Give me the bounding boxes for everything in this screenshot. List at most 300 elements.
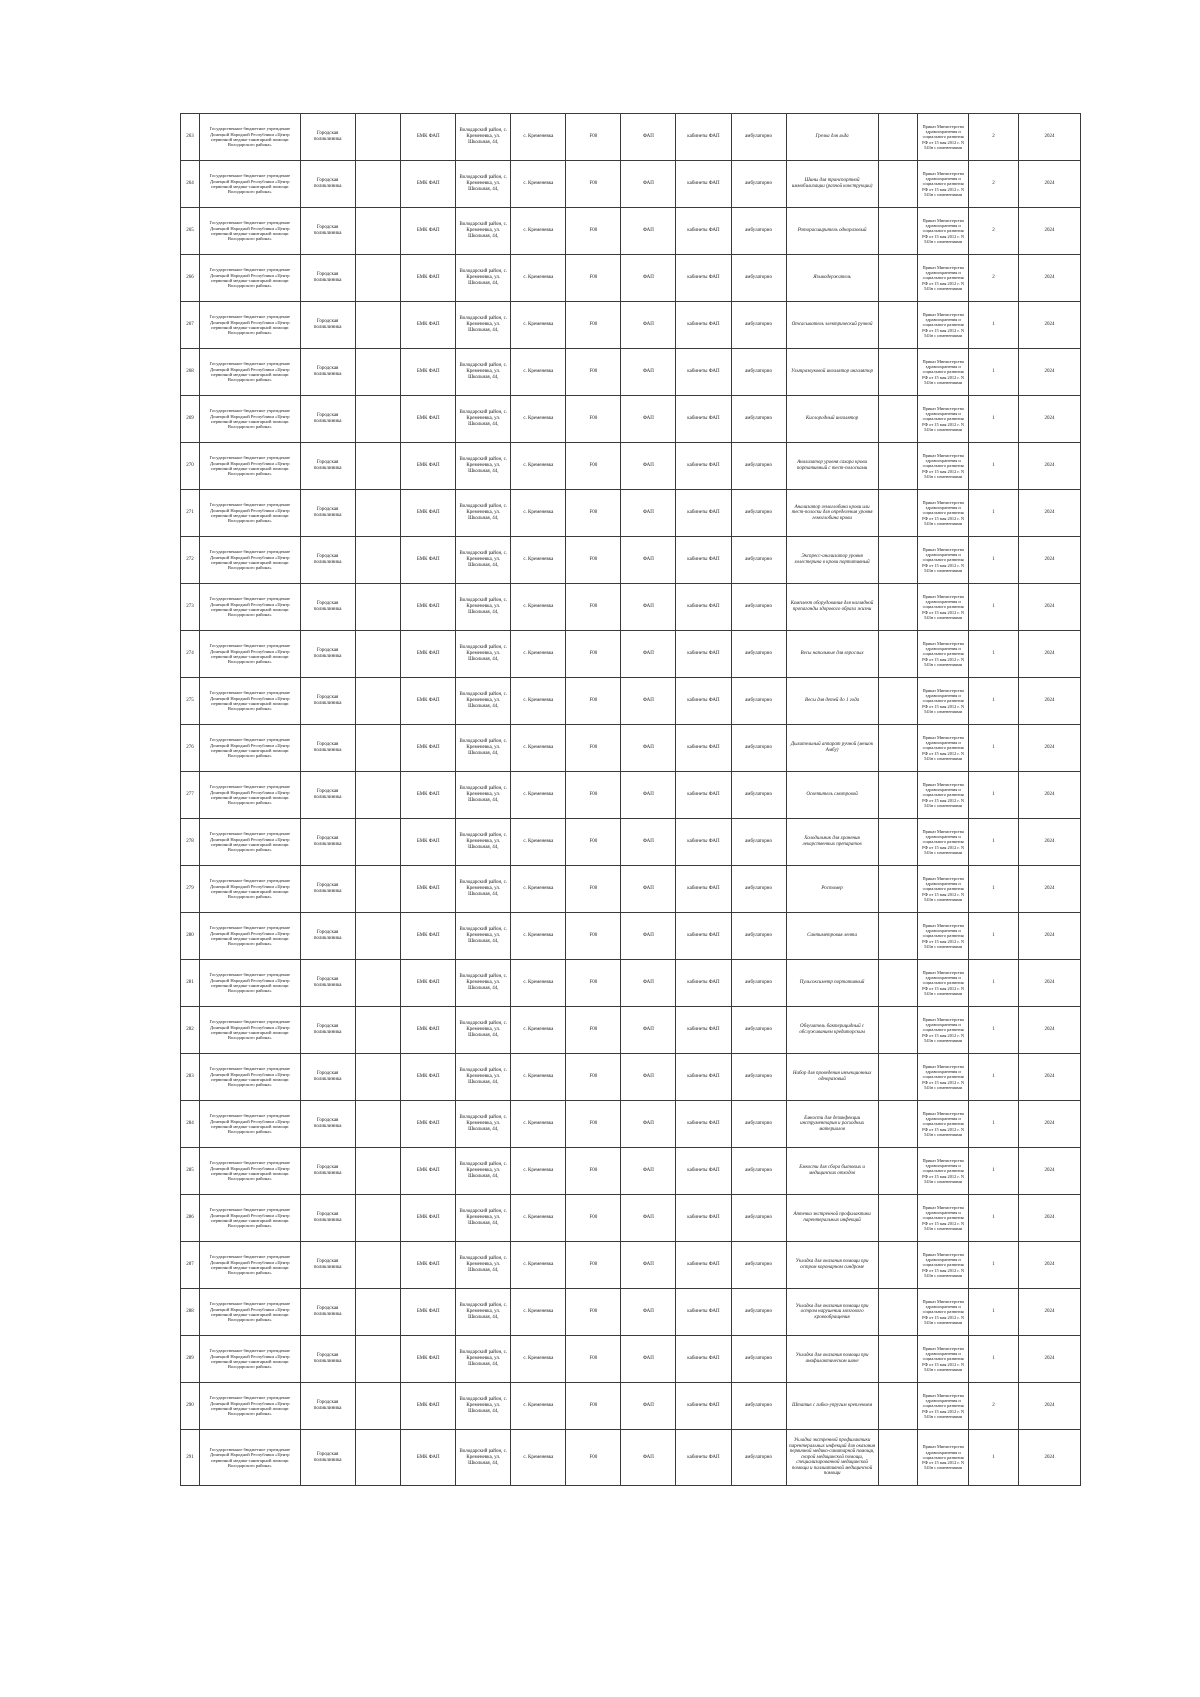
row-number-cell: 275 [181,678,200,725]
locality-cell: с. Кременевка [511,1195,566,1242]
table-row [181,490,1081,537]
row-number-cell: 287 [181,1242,200,1289]
room-cell: кабинеты ФАП [676,631,731,678]
institution-cell: Государственное бюджетное учреждение Донецкой Народной Республики «Центр первичной медико-санитарной помощи Володарского района» [199,1195,300,1242]
quantity-cell: 1 [968,1007,1018,1054]
structure-cell: Городская поликлиника [300,396,355,443]
institution-cell: Государственное бюджетное учреждение Донецкой Народной Республики «Центр первичной медико-санитарной помощи Володарского района» [199,1007,300,1054]
facility-type-cell: ФАП [621,819,676,866]
row-number-cell: 283 [181,1054,200,1101]
order-cell: Приказ Министерства здравоохранения и социального развития РФ от 15 мая 2012 г. N 543н с изменениями [918,631,968,678]
year-cell: 2024 [1019,1336,1081,1383]
institution-cell: Государственное бюджетное учреждение Донецкой Народной Республики «Центр первичной медико-санитарной помощи Володарского района» [199,1289,300,1336]
facility-cell: БМК ФАП [401,161,456,208]
address-cell: Володарский район, с. Кременевка, ул. Школьная, 44, [456,114,511,161]
address-cell: Володарский район, с. Кременевка, ул. Школьная, 44, [456,1101,511,1148]
facility-type-cell: ФАП [621,631,676,678]
institution-cell: Государственное бюджетное учреждение Донецкой Народной Республики «Центр первичной медико-санитарной помощи Володарского района» [199,1054,300,1101]
facility-cell: БМК ФАП [401,1148,456,1195]
year-cell: 2024 [1019,584,1081,631]
address-cell: Володарский район, с. Кременевка, ул. Школьная, 44, [456,537,511,584]
unit-cell: амбулаторно [731,1383,786,1430]
area-cell: F00 [566,1007,621,1054]
area-cell: F00 [566,725,621,772]
unit-cell: амбулаторно [731,1195,786,1242]
area-cell: F00 [566,913,621,960]
address-cell: Володарский район, с. Кременевка, ул. Школьная, 44, [456,490,511,537]
structure-cell: Городская поликлиника [300,1054,355,1101]
facility-type-cell: ФАП [621,1383,676,1430]
room-cell: кабинеты ФАП [676,490,731,537]
locality-cell: с. Кременевка [511,537,566,584]
year-cell: 2024 [1019,1101,1081,1148]
equipment-cell: Весы для детей до 1 года [786,678,878,725]
area-cell: F00 [566,537,621,584]
order-cell: Приказ Министерства здравоохранения и социального развития РФ от 15 мая 2012 г. N 543н с изменениями [918,1007,968,1054]
year-cell: 2024 [1019,114,1081,161]
row-number-cell: 284 [181,1101,200,1148]
address-cell: Володарский район, с. Кременевка, ул. Школьная, 44, [456,302,511,349]
area-cell: F00 [566,631,621,678]
facility-type-cell: ФАП [621,1195,676,1242]
table-row [181,584,1081,631]
blank-cell [878,349,918,396]
blank-cell [355,1383,401,1430]
locality-cell: с. Кременевка [511,772,566,819]
structure-cell: Городская поликлиника [300,866,355,913]
room-cell: кабинеты ФАП [676,1242,731,1289]
blank-cell [878,1289,918,1336]
blank-cell [878,490,918,537]
facility-cell: БМК ФАП [401,1101,456,1148]
locality-cell: с. Кременевка [511,114,566,161]
blank-cell [878,255,918,302]
unit-cell: амбулаторно [731,960,786,1007]
facility-cell: БМК ФАП [401,678,456,725]
order-cell: Приказ Министерства здравоохранения и социального развития РФ от 15 мая 2012 г. N 543н с изменениями [918,772,968,819]
structure-cell: Городская поликлиника [300,114,355,161]
institution-cell: Государственное бюджетное учреждение Донецкой Народной Республики «Центр первичной медико-санитарной помощи Володарского района» [199,1383,300,1430]
year-cell: 2024 [1019,1148,1081,1195]
equipment-cell: Укладка для оказания помощи при остром коронарном синдроме [786,1242,878,1289]
facility-type-cell: ФАП [621,114,676,161]
year-cell: 2024 [1019,1430,1081,1486]
table-row [181,349,1081,396]
equipment-table [180,113,1081,1486]
structure-cell: Городская поликлиника [300,772,355,819]
blank-cell [355,1430,401,1486]
facility-cell: БМК ФАП [401,1195,456,1242]
structure-cell: Городская поликлиника [300,1430,355,1486]
area-cell: F00 [566,678,621,725]
quantity-cell: 2 [968,208,1018,255]
blank-cell [878,1430,918,1486]
equipment-cell: Комплект оборудования для наглядной пропаганды здорового образа жизни [786,584,878,631]
room-cell: кабинеты ФАП [676,678,731,725]
blank-cell [355,772,401,819]
table-row [181,1195,1081,1242]
year-cell: 2024 [1019,960,1081,1007]
equipment-cell: Емкости для сбора бытовых и медицинских отходов [786,1148,878,1195]
quantity-cell: 1 [968,349,1018,396]
table-row [181,1148,1081,1195]
locality-cell: с. Кременевка [511,208,566,255]
year-cell: 2024 [1019,772,1081,819]
room-cell: кабинеты ФАП [676,1383,731,1430]
row-number-cell: 265 [181,208,200,255]
year-cell: 2024 [1019,678,1081,725]
row-number-cell: 273 [181,584,200,631]
unit-cell: амбулаторно [731,1289,786,1336]
address-cell: Володарский район, с. Кременевка, ул. Школьная, 44, [456,1383,511,1430]
institution-cell: Государственное бюджетное учреждение Донецкой Народной Республики «Центр первичной медико-санитарной помощи Володарского района» [199,819,300,866]
structure-cell: Городская поликлиника [300,678,355,725]
quantity-cell: 1 [968,678,1018,725]
order-cell: Приказ Министерства здравоохранения и социального развития РФ от 15 мая 2012 г. N 543н с изменениями [918,443,968,490]
unit-cell: амбулаторно [731,913,786,960]
equipment-cell: Кислородный ингалятор [786,396,878,443]
year-cell: 2024 [1019,208,1081,255]
area-cell: F00 [566,349,621,396]
structure-cell: Городская поликлиника [300,302,355,349]
unit-cell: амбулаторно [731,1148,786,1195]
row-number-cell: 277 [181,772,200,819]
blank-cell [878,161,918,208]
blank-cell [878,960,918,1007]
address-cell: Володарский район, с. Кременевка, ул. Школьная, 44, [456,678,511,725]
table-row [181,772,1081,819]
facility-type-cell: ФАП [621,678,676,725]
unit-cell: амбулаторно [731,161,786,208]
table-row [181,1289,1081,1336]
order-cell: Приказ Министерства здравоохранения и социального развития РФ от 15 мая 2012 г. N 543н с изменениями [918,1289,968,1336]
equipment-cell: Облучатель бактерицидный с обслуживанием кредиторским [786,1007,878,1054]
order-cell: Приказ Министерства здравоохранения и социального развития РФ от 15 мая 2012 г. N 543н с изменениями [918,1242,968,1289]
order-cell: Приказ Министерства здравоохранения и социального развития РФ от 15 мая 2012 г. N 543н с изменениями [918,114,968,161]
locality-cell: с. Кременевка [511,913,566,960]
blank-cell [878,678,918,725]
structure-cell: Городская поликлиника [300,208,355,255]
order-cell: Приказ Министерства здравоохранения и социального развития РФ от 15 мая 2012 г. N 543н с изменениями [918,1383,968,1430]
locality-cell: с. Кременевка [511,302,566,349]
area-cell: F00 [566,1336,621,1383]
structure-cell: Городская поликлиника [300,490,355,537]
locality-cell: с. Кременевка [511,1430,566,1486]
quantity-cell: 1 [968,396,1018,443]
year-cell: 2024 [1019,1242,1081,1289]
table-row [181,302,1081,349]
facility-cell: БМК ФАП [401,302,456,349]
order-cell: Приказ Министерства здравоохранения и социального развития РФ от 15 мая 2012 г. N 543н с изменениями [918,725,968,772]
area-cell: F00 [566,819,621,866]
order-cell: Приказ Министерства здравоохранения и социального развития РФ от 15 мая 2012 г. N 543н с изменениями [918,349,968,396]
blank-cell [355,1101,401,1148]
blank-cell [355,866,401,913]
blank-cell [355,913,401,960]
equipment-cell: Дыхательный аппарат ручной (мешок Амбу) [786,725,878,772]
facility-cell: БМК ФАП [401,1289,456,1336]
institution-cell: Государственное бюджетное учреждение Донецкой Народной Республики «Центр первичной медико-санитарной помощи Володарского района» [199,161,300,208]
structure-cell: Городская поликлиника [300,1007,355,1054]
area-cell: F00 [566,490,621,537]
blank-cell [878,913,918,960]
area-cell: F00 [566,1242,621,1289]
area-cell: F00 [566,208,621,255]
row-number-cell: 266 [181,255,200,302]
blank-cell [878,725,918,772]
table-row [181,960,1081,1007]
room-cell: кабинеты ФАП [676,1101,731,1148]
facility-cell: БМК ФАП [401,1336,456,1383]
order-cell: Приказ Министерства здравоохранения и социального развития РФ от 15 мая 2012 г. N 543н с изменениями [918,819,968,866]
quantity-cell: 1 [968,537,1018,584]
order-cell: Приказ Министерства здравоохранения и социального развития РФ от 15 мая 2012 г. N 543н с изменениями [918,960,968,1007]
equipment-cell: Языкодержатель [786,255,878,302]
equipment-cell: Роторасширитель одноразовый [786,208,878,255]
address-cell: Володарский район, с. Кременевка, ул. Школьная, 44, [456,1054,511,1101]
row-number-cell: 267 [181,302,200,349]
table-row [181,913,1081,960]
unit-cell: амбулаторно [731,1242,786,1289]
row-number-cell: 285 [181,1148,200,1195]
institution-cell: Государственное бюджетное учреждение Донецкой Народной Республики «Центр первичной медико-санитарной помощи Володарского района» [199,1242,300,1289]
facility-type-cell: ФАП [621,161,676,208]
structure-cell: Городская поликлиника [300,960,355,1007]
row-number-cell: 268 [181,349,200,396]
table-row [181,443,1081,490]
row-number-cell: 291 [181,1430,200,1486]
locality-cell: с. Кременевка [511,1383,566,1430]
table-row [181,1054,1081,1101]
blank-cell [878,1148,918,1195]
locality-cell: с. Кременевка [511,1054,566,1101]
equipment-cell: Сантиметровая лента [786,913,878,960]
blank-cell [355,396,401,443]
facility-cell: БМК ФАП [401,349,456,396]
address-cell: Володарский район, с. Кременевка, ул. Школьная, 44, [456,1148,511,1195]
quantity-cell: 1 [968,913,1018,960]
blank-cell [355,584,401,631]
blank-cell [878,1054,918,1101]
room-cell: кабинеты ФАП [676,960,731,1007]
blank-cell [878,208,918,255]
equipment-cell: Холодильник для хранения лекарственных препаратов [786,819,878,866]
locality-cell: с. Кременевка [511,725,566,772]
blank-cell [878,537,918,584]
facility-type-cell: ФАП [621,584,676,631]
institution-cell: Государственное бюджетное учреждение Донецкой Народной Республики «Центр первичной медико-санитарной помощи Володарского района» [199,913,300,960]
institution-cell: Государственное бюджетное учреждение Донецкой Народной Республики «Центр первичной медико-санитарной помощи Володарского района» [199,631,300,678]
row-number-cell: 274 [181,631,200,678]
quantity-cell: 2 [968,1383,1018,1430]
area-cell: F00 [566,960,621,1007]
structure-cell: Городская поликлиника [300,913,355,960]
quantity-cell: 1 [968,584,1018,631]
address-cell: Володарский район, с. Кременевка, ул. Школьная, 44, [456,866,511,913]
table-row [181,1383,1081,1430]
table-row [181,537,1081,584]
blank-cell [355,1195,401,1242]
blank-cell [355,1148,401,1195]
institution-cell: Государственное бюджетное учреждение Донецкой Народной Республики «Центр первичной медико-санитарной помощи Володарского района» [199,1430,300,1486]
table-row [181,1101,1081,1148]
table-row [181,1242,1081,1289]
table-row [181,1007,1081,1054]
unit-cell: амбулаторно [731,302,786,349]
year-cell: 2024 [1019,255,1081,302]
structure-cell: Городская поликлиника [300,1101,355,1148]
room-cell: кабинеты ФАП [676,772,731,819]
equipment-cell: Анализатор гемоглобина крови или тест-полоски для определения уровня гемоглобина крови [786,490,878,537]
facility-type-cell: ФАП [621,866,676,913]
locality-cell: с. Кременевка [511,678,566,725]
table-body [181,114,1081,1486]
address-cell: Володарский район, с. Кременевка, ул. Школьная, 44, [456,960,511,1007]
room-cell: кабинеты ФАП [676,913,731,960]
equipment-cell: Отсасыватель электрический ручной [786,302,878,349]
institution-cell: Государственное бюджетное учреждение Донецкой Народной Республики «Центр первичной медико-санитарной помощи Володарского района» [199,1101,300,1148]
institution-cell: Государственное бюджетное учреждение Донецкой Народной Республики «Центр первичной медико-санитарной помощи Володарского района» [199,960,300,1007]
locality-cell: с. Кременевка [511,1289,566,1336]
table-row [181,1336,1081,1383]
room-cell: кабинеты ФАП [676,1336,731,1383]
address-cell: Володарский район, с. Кременевка, ул. Школьная, 44, [456,1195,511,1242]
locality-cell: с. Кременевка [511,1007,566,1054]
blank-cell [355,1007,401,1054]
institution-cell: Государственное бюджетное учреждение Донецкой Народной Республики «Центр первичной медико-санитарной помощи Володарского района» [199,584,300,631]
order-cell: Приказ Министерства здравоохранения и социального развития РФ от 15 мая 2012 г. N 543н с изменениями [918,1101,968,1148]
year-cell: 2024 [1019,349,1081,396]
locality-cell: с. Кременевка [511,1148,566,1195]
facility-type-cell: ФАП [621,1101,676,1148]
quantity-cell: 2 [968,161,1018,208]
year-cell: 2024 [1019,866,1081,913]
room-cell: кабинеты ФАП [676,1430,731,1486]
table-row [181,678,1081,725]
row-number-cell: 282 [181,1007,200,1054]
room-cell: кабинеты ФАП [676,302,731,349]
blank-cell [355,349,401,396]
equipment-cell: Ростомер [786,866,878,913]
order-cell: Приказ Министерства здравоохранения и социального развития РФ от 15 мая 2012 г. N 543н с изменениями [918,490,968,537]
area-cell: F00 [566,1195,621,1242]
blank-cell [355,490,401,537]
address-cell: Володарский район, с. Кременевка, ул. Школьная, 44, [456,443,511,490]
quantity-cell: 1 [968,1148,1018,1195]
address-cell: Володарский район, с. Кременевка, ул. Школьная, 44, [456,1242,511,1289]
area-cell: F00 [566,866,621,913]
unit-cell: амбулаторно [731,490,786,537]
blank-cell [355,208,401,255]
area-cell: F00 [566,255,621,302]
row-number-cell: 272 [181,537,200,584]
locality-cell: с. Кременевка [511,443,566,490]
blank-cell [355,443,401,490]
quantity-cell: 1 [968,819,1018,866]
locality-cell: с. Кременевка [511,490,566,537]
room-cell: кабинеты ФАП [676,396,731,443]
equipment-cell: Грелка для льда [786,114,878,161]
facility-cell: БМК ФАП [401,960,456,1007]
facility-cell: БМК ФАП [401,1242,456,1289]
room-cell: кабинеты ФАП [676,255,731,302]
blank-cell [878,396,918,443]
facility-cell: БМК ФАП [401,537,456,584]
locality-cell: с. Кременевка [511,396,566,443]
year-cell: 2024 [1019,161,1081,208]
blank-cell [878,114,918,161]
institution-cell: Государственное бюджетное учреждение Донецкой Народной Республики «Центр первичной медико-санитарной помощи Володарского района» [199,255,300,302]
blank-cell [355,1289,401,1336]
area-cell: F00 [566,1383,621,1430]
facility-type-cell: ФАП [621,302,676,349]
unit-cell: амбулаторно [731,1336,786,1383]
unit-cell: амбулаторно [731,584,786,631]
quantity-cell: 1 [968,1054,1018,1101]
locality-cell: с. Кременевка [511,255,566,302]
facility-cell: БМК ФАП [401,913,456,960]
table-row [181,1430,1081,1486]
structure-cell: Городская поликлиника [300,819,355,866]
facility-cell: БМК ФАП [401,490,456,537]
facility-type-cell: ФАП [621,725,676,772]
order-cell: Приказ Министерства здравоохранения и социального развития РФ от 15 мая 2012 г. N 543н с изменениями [918,396,968,443]
blank-cell [878,1101,918,1148]
room-cell: кабинеты ФАП [676,161,731,208]
table-row [181,725,1081,772]
blank-cell [878,1242,918,1289]
order-cell: Приказ Министерства здравоохранения и социального развития РФ от 15 мая 2012 г. N 543н с изменениями [918,584,968,631]
order-cell: Приказ Министерства здравоохранения и социального развития РФ от 15 мая 2012 г. N 543н с изменениями [918,1195,968,1242]
blank-cell [878,772,918,819]
locality-cell: с. Кременевка [511,1101,566,1148]
table-row [181,161,1081,208]
quantity-cell: 1 [968,302,1018,349]
address-cell: Володарский район, с. Кременевка, ул. Школьная, 44, [456,819,511,866]
quantity-cell: 1 [968,960,1018,1007]
unit-cell: амбулаторно [731,396,786,443]
room-cell: кабинеты ФАП [676,208,731,255]
row-number-cell: 263 [181,114,200,161]
quantity-cell: 1 [968,1195,1018,1242]
address-cell: Володарский район, с. Кременевка, ул. Школьная, 44, [456,396,511,443]
room-cell: кабинеты ФАП [676,1195,731,1242]
quantity-cell: 1 [968,443,1018,490]
facility-type-cell: ФАП [621,349,676,396]
equipment-cell: Аптечка экстренной профилактики парентеральных инфекций [786,1195,878,1242]
address-cell: Володарский район, с. Кременевка, ул. Школьная, 44, [456,631,511,678]
area-cell: F00 [566,772,621,819]
year-cell: 2024 [1019,1054,1081,1101]
row-number-cell: 290 [181,1383,200,1430]
blank-cell [878,1195,918,1242]
area-cell: F00 [566,443,621,490]
area-cell: F00 [566,302,621,349]
address-cell: Володарский район, с. Кременевка, ул. Школьная, 44, [456,349,511,396]
table-row [181,255,1081,302]
facility-type-cell: ФАП [621,1336,676,1383]
blank-cell [355,725,401,772]
structure-cell: Городская поликлиника [300,631,355,678]
year-cell: 2024 [1019,1289,1081,1336]
order-cell: Приказ Министерства здравоохранения и социального развития РФ от 15 мая 2012 г. N 543н с изменениями [918,913,968,960]
room-cell: кабинеты ФАП [676,114,731,161]
order-cell: Приказ Министерства здравоохранения и социального развития РФ от 15 мая 2012 г. N 543н с изменениями [918,1054,968,1101]
blank-cell [355,819,401,866]
facility-cell: БМК ФАП [401,1383,456,1430]
blank-cell [355,161,401,208]
facility-cell: БМК ФАП [401,866,456,913]
